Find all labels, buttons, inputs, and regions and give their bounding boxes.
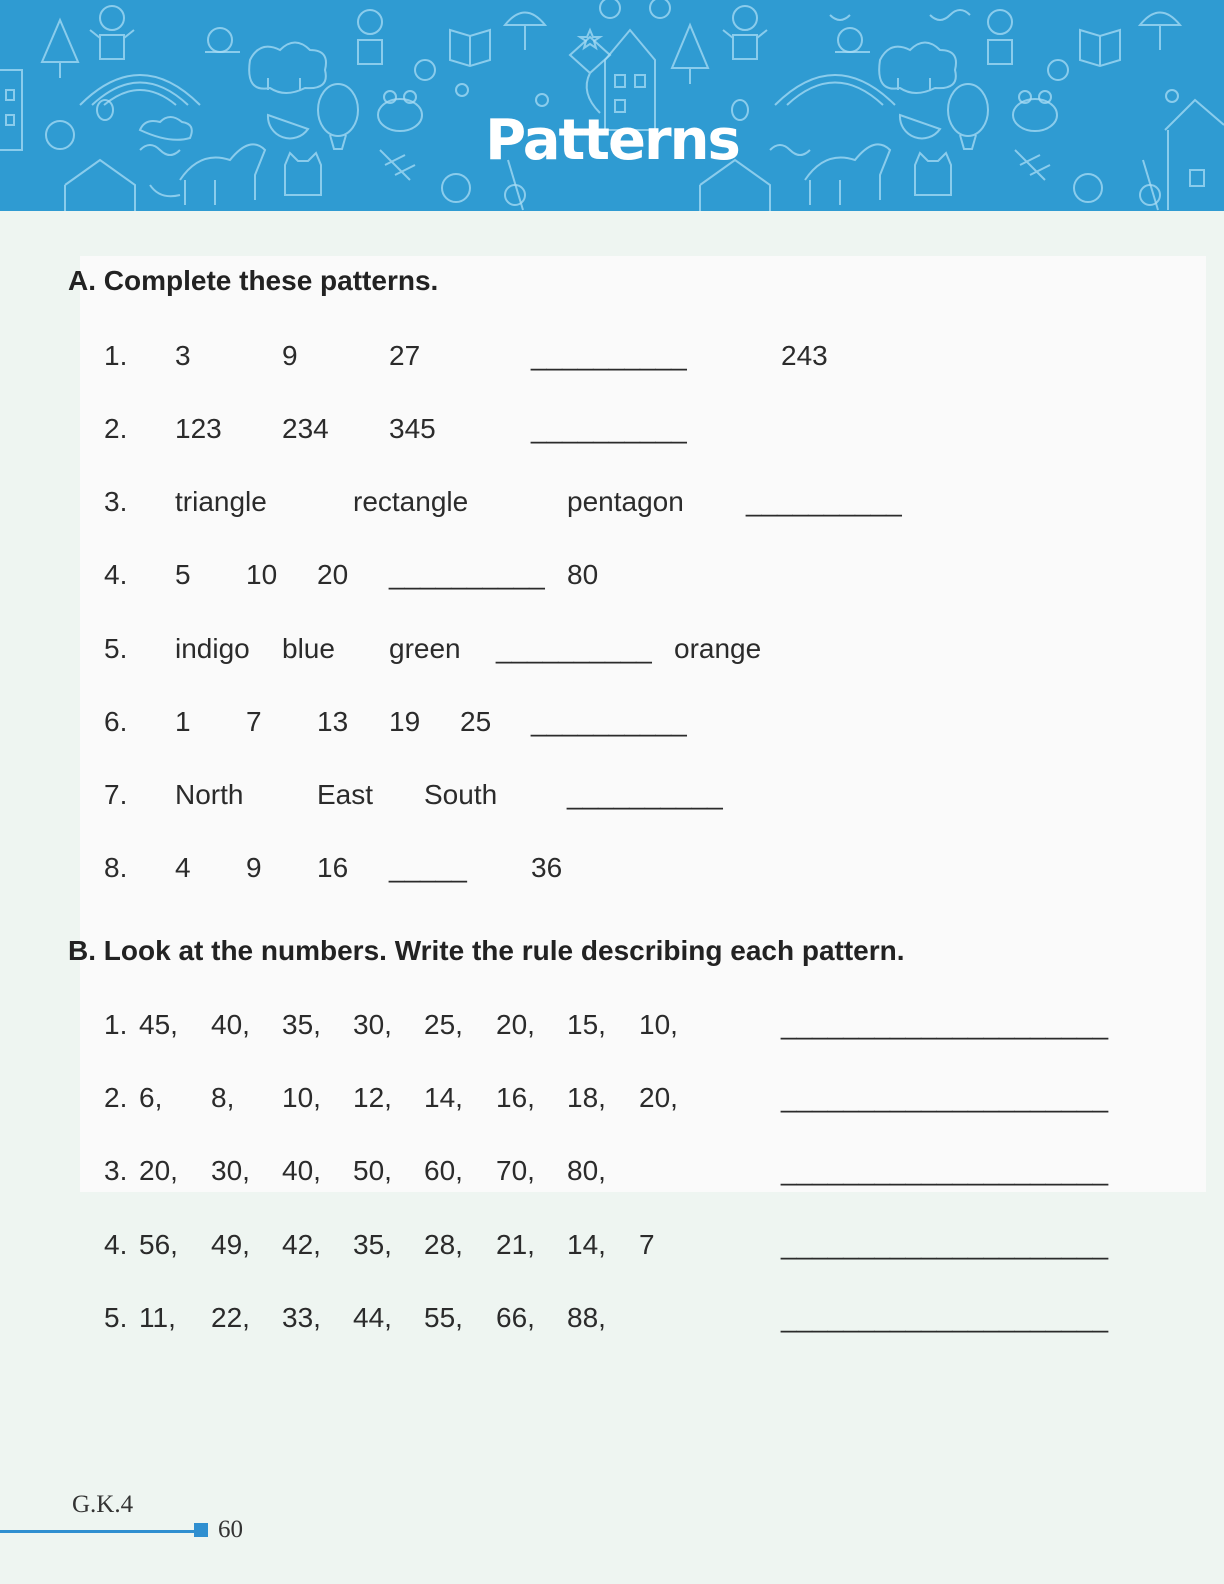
sequence-number: 15, <box>567 1009 606 1040</box>
footer-square-icon <box>194 1523 208 1537</box>
answer-blank[interactable]: __________ <box>746 486 902 517</box>
pattern-item: 1 <box>175 706 191 737</box>
sequence-number: 18, <box>567 1082 606 1113</box>
sequence-number: 20, <box>139 1155 178 1186</box>
sequence-number: 35, <box>282 1009 321 1040</box>
pattern-item: 27 <box>389 340 421 371</box>
sequence-number: 49, <box>211 1229 250 1260</box>
pattern-item: green <box>389 633 461 664</box>
rule-answer-blank[interactable]: _____________________ <box>781 1155 1109 1186</box>
pattern-item: 9 <box>282 340 298 371</box>
pattern-item: pentagon <box>567 486 684 517</box>
pattern-item: 234 <box>282 413 329 444</box>
sequence-number: 55, <box>424 1302 463 1333</box>
book-code: G.K.4 <box>72 1491 134 1518</box>
pattern-item: 25 <box>460 706 492 737</box>
answer-blank[interactable]: __________ <box>531 340 687 371</box>
sequence-number: 88, <box>567 1302 606 1333</box>
sequence-number: 8, <box>211 1082 235 1113</box>
pattern-item: 16 <box>317 852 349 883</box>
sequence-number: 11, <box>139 1302 176 1333</box>
row-number: 3. <box>104 486 128 517</box>
sequence-number: 50, <box>353 1155 392 1186</box>
sequence-number: 12, <box>353 1082 392 1113</box>
sequence-number: 10, <box>282 1082 321 1113</box>
sequence-number: 40, <box>282 1155 321 1186</box>
sequence-number: 28, <box>424 1229 463 1260</box>
pattern-item: blue <box>282 633 335 664</box>
section-b-heading: B. Look at the numbers. Write the rule describing each pattern. <box>68 935 905 966</box>
pattern-item: 5 <box>175 559 191 590</box>
pattern-item: triangle <box>175 486 267 517</box>
pattern-item: East <box>317 779 374 810</box>
sequence-number: 35, <box>353 1229 392 1260</box>
pattern-item: 80 <box>567 559 599 590</box>
pattern-item: South <box>424 779 498 810</box>
sequence-number: 22, <box>211 1302 250 1333</box>
row-number: 5. <box>104 1302 128 1333</box>
pattern-item: North <box>175 779 244 810</box>
sequence-number: 20, <box>639 1082 678 1113</box>
sequence-number: 10, <box>639 1009 678 1040</box>
rule-answer-blank[interactable]: _____________________ <box>781 1302 1109 1333</box>
row-number: 3. <box>104 1155 128 1186</box>
answer-blank[interactable]: __________ <box>531 706 687 737</box>
sequence-number: 40, <box>211 1009 250 1040</box>
section-a-heading: A. Complete these patterns. <box>68 265 439 296</box>
sequence-number: 66, <box>496 1302 535 1333</box>
row-number: 4. <box>104 1229 128 1260</box>
row-number: 2. <box>104 1082 128 1113</box>
pattern-item: indigo <box>175 633 250 664</box>
answer-blank[interactable]: __________ <box>389 559 545 590</box>
doodle-pattern <box>0 0 1224 211</box>
answer-blank[interactable]: __________ <box>567 779 723 810</box>
pattern-item: orange <box>674 633 762 664</box>
sequence-number: 44, <box>353 1302 392 1333</box>
page-number: 60 <box>218 1516 243 1543</box>
row-number: 5. <box>104 633 128 664</box>
sequence-number: 60, <box>424 1155 463 1186</box>
pattern-item: 13 <box>317 706 349 737</box>
sequence-number: 25, <box>424 1009 463 1040</box>
sequence-number: 70, <box>496 1155 535 1186</box>
answer-blank[interactable]: __________ <box>496 633 652 664</box>
sequence-number: 14, <box>424 1082 463 1113</box>
pattern-item: 36 <box>531 852 563 883</box>
sequence-number: 14, <box>567 1229 606 1260</box>
sequence-number: 7 <box>639 1229 655 1260</box>
pattern-item: 4 <box>175 852 191 883</box>
pattern-item: 20 <box>317 559 349 590</box>
sequence-number: 21, <box>496 1229 535 1260</box>
sequence-number: 30, <box>211 1155 250 1186</box>
pattern-item: 123 <box>175 413 222 444</box>
sequence-number: 33, <box>282 1302 321 1333</box>
row-number: 1. <box>104 340 128 371</box>
pattern-item: 10 <box>246 559 278 590</box>
sequence-number: 42, <box>282 1229 321 1260</box>
sequence-number: 56, <box>139 1229 178 1260</box>
row-number: 7. <box>104 779 128 810</box>
row-number: 1. <box>104 1009 128 1040</box>
row-number: 4. <box>104 559 128 590</box>
rule-answer-blank[interactable]: _____________________ <box>781 1082 1109 1113</box>
answer-blank[interactable]: __________ <box>531 413 687 444</box>
sequence-number: 16, <box>496 1082 535 1113</box>
answer-blank[interactable]: _____ <box>389 852 467 883</box>
rule-answer-blank[interactable]: _____________________ <box>781 1229 1109 1260</box>
rule-answer-blank[interactable]: _____________________ <box>781 1009 1109 1040</box>
pattern-item: 345 <box>389 413 436 444</box>
sequence-number: 6, <box>139 1082 163 1113</box>
pattern-item: 3 <box>175 340 191 371</box>
pattern-item: 9 <box>246 852 262 883</box>
sequence-number: 30, <box>353 1009 392 1040</box>
sequence-number: 80, <box>567 1155 606 1186</box>
row-number: 2. <box>104 413 128 444</box>
sequence-number: 45, <box>139 1009 178 1040</box>
page-title: Patterns <box>485 108 739 173</box>
header-banner <box>0 0 1224 211</box>
sequence-number: 20, <box>496 1009 535 1040</box>
row-number: 6. <box>104 706 128 737</box>
row-number: 8. <box>104 852 128 883</box>
pattern-item: rectangle <box>353 486 469 517</box>
pattern-item: 19 <box>389 706 421 737</box>
pattern-item: 243 <box>781 340 828 371</box>
footer-divider <box>0 1530 196 1533</box>
pattern-item: 7 <box>246 706 262 737</box>
